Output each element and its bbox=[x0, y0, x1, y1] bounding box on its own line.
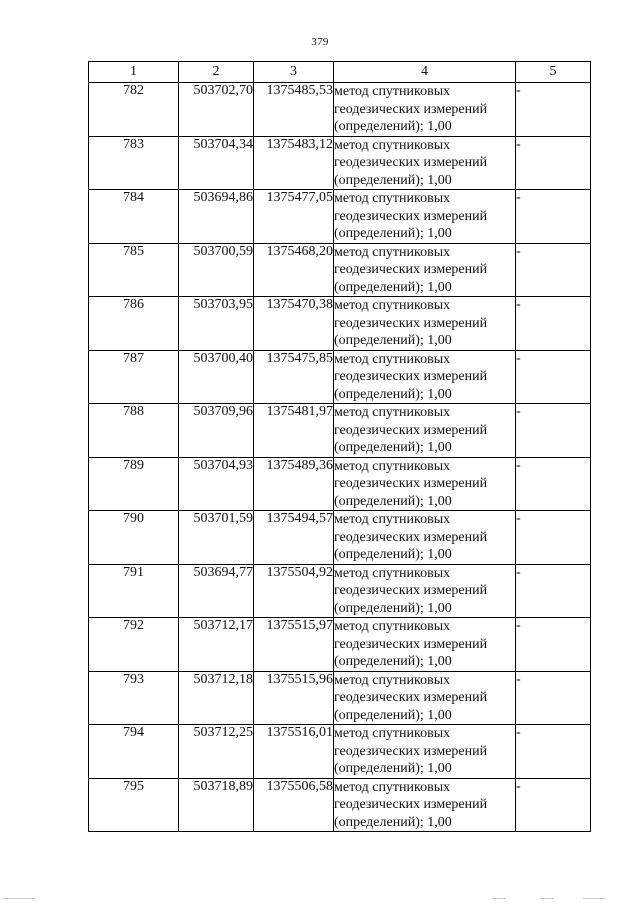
method-description-line: (определений); 1,00 bbox=[334, 761, 452, 776]
method-description-cell bbox=[334, 618, 516, 672]
x-coordinate-cell: 503702,70 bbox=[179, 83, 254, 137]
note-cell: - bbox=[516, 243, 591, 297]
method-description-line: метод спутниковых bbox=[334, 351, 451, 367]
note-cell: - bbox=[516, 350, 591, 404]
x-coordinate-cell: 503700,59 bbox=[179, 243, 254, 297]
y-coordinate-cell: 1375494,57 bbox=[254, 511, 334, 565]
x-coordinate-cell: 503712,25 bbox=[179, 725, 254, 779]
method-description-cell bbox=[334, 564, 516, 618]
y-coordinate-cell: 1375468,20 bbox=[254, 243, 334, 297]
x-coordinate-cell: 503712,17 bbox=[179, 618, 254, 672]
method-description-line: (определений); 1,00 bbox=[334, 600, 452, 616]
method-description-line: (определений); 1,00 bbox=[334, 707, 452, 723]
method-description-line: метод спутниковых bbox=[334, 84, 451, 99]
header-col-2: 2 bbox=[179, 62, 254, 83]
method-description-line: метод спутниковых bbox=[334, 458, 451, 474]
point-number-cell: 794 bbox=[89, 725, 179, 779]
header-col-1: 1 bbox=[89, 62, 179, 83]
method-description-cell bbox=[334, 457, 516, 511]
table-row bbox=[89, 297, 591, 351]
point-number-cell: 788 bbox=[89, 404, 179, 458]
x-coordinate-cell: 503704,34 bbox=[179, 136, 254, 190]
point-number-cell: 790 bbox=[89, 511, 179, 565]
method-description-line: метод спутниковых bbox=[334, 619, 451, 634]
method-description-line: метод спутниковых bbox=[334, 191, 451, 206]
header-col-5: 5 bbox=[516, 62, 591, 83]
table-row bbox=[89, 778, 591, 832]
method-description-line: геодезических измерений bbox=[334, 422, 488, 438]
x-coordinate-cell: 503700,40 bbox=[179, 350, 254, 404]
method-description-line: метод спутниковых bbox=[334, 779, 451, 795]
y-coordinate-cell: 1375506,58 bbox=[254, 778, 334, 832]
note-cell: - bbox=[516, 618, 591, 672]
method-description-line: (определений); 1,00 bbox=[334, 814, 452, 830]
x-coordinate-cell: 503718,89 bbox=[179, 778, 254, 832]
note-cell: - bbox=[516, 778, 591, 832]
method-description-cell bbox=[334, 297, 516, 351]
note-cell: - bbox=[516, 404, 591, 458]
note-cell: - bbox=[516, 564, 591, 618]
method-description-line: метод спутниковых bbox=[334, 137, 451, 153]
point-number-cell: 785 bbox=[89, 243, 179, 297]
method-description-line: метод спутниковых bbox=[334, 672, 451, 688]
method-description-line: метод спутниковых bbox=[334, 512, 451, 527]
x-coordinate-cell: 503701,59 bbox=[179, 511, 254, 565]
table-row bbox=[89, 457, 591, 511]
method-description-line: геодезических измерений bbox=[334, 529, 488, 545]
y-coordinate-cell: 1375504,92 bbox=[254, 564, 334, 618]
table-row bbox=[89, 618, 591, 672]
method-description-line: метод спутниковых bbox=[334, 405, 451, 420]
table-row bbox=[89, 243, 591, 297]
table-row bbox=[89, 671, 591, 725]
method-description-line: геодезических измерений bbox=[334, 101, 488, 117]
point-number-cell: 784 bbox=[89, 190, 179, 244]
y-coordinate-cell: 1375481,97 bbox=[254, 404, 334, 458]
method-description-line: метод спутниковых bbox=[334, 726, 451, 741]
note-cell: - bbox=[516, 297, 591, 351]
method-description-cell bbox=[334, 243, 516, 297]
method-description-line: геодезических измерений bbox=[334, 155, 488, 170]
x-coordinate-cell: 503694,86 bbox=[179, 190, 254, 244]
table-header-row bbox=[89, 62, 591, 83]
method-description-line: геодезических измерений bbox=[334, 369, 488, 384]
method-description-line: геодезических измерений bbox=[334, 690, 488, 705]
point-number-cell: 786 bbox=[89, 297, 179, 351]
note-cell: - bbox=[516, 190, 591, 244]
method-description-line: метод спутниковых bbox=[334, 565, 451, 581]
table-row bbox=[89, 404, 591, 458]
method-description-line: геодезических измерений bbox=[334, 208, 488, 224]
point-number-cell: 789 bbox=[89, 457, 179, 511]
note-cell: - bbox=[516, 671, 591, 725]
y-coordinate-cell: 1375515,97 bbox=[254, 618, 334, 672]
note-cell: - bbox=[516, 511, 591, 565]
point-number-cell: 782 bbox=[89, 83, 179, 137]
footer-scan-marks bbox=[0, 898, 640, 905]
method-description-line: (определений); 1,00 bbox=[334, 119, 452, 134]
header-col-4: 4 bbox=[334, 62, 516, 83]
point-number-cell: 795 bbox=[89, 778, 179, 832]
method-description-line: (определений); 1,00 bbox=[334, 547, 452, 562]
point-number-cell: 793 bbox=[89, 671, 179, 725]
y-coordinate-cell: 1375485,53 bbox=[254, 83, 334, 137]
method-description-cell bbox=[334, 725, 516, 779]
x-coordinate-cell: 503694,77 bbox=[179, 564, 254, 618]
method-description-line: геодезических измерений bbox=[334, 743, 488, 759]
method-description-line: (определений); 1,00 bbox=[334, 279, 452, 295]
point-number-cell: 791 bbox=[89, 564, 179, 618]
note-cell: - bbox=[516, 725, 591, 779]
y-coordinate-cell: 1375515,96 bbox=[254, 671, 334, 725]
method-description-line: (определений); 1,00 bbox=[334, 440, 452, 455]
table-row bbox=[89, 564, 591, 618]
method-description-cell bbox=[334, 83, 516, 137]
table-row bbox=[89, 511, 591, 565]
method-description-cell bbox=[334, 511, 516, 565]
coordinates-table bbox=[88, 61, 591, 832]
y-coordinate-cell: 1375489,36 bbox=[254, 457, 334, 511]
method-description-line: геодезических измерений bbox=[334, 797, 488, 812]
note-cell: - bbox=[516, 136, 591, 190]
method-description-line: геодезических измерений bbox=[334, 476, 488, 491]
table-row bbox=[89, 725, 591, 779]
y-coordinate-cell: 1375477,05 bbox=[254, 190, 334, 244]
page-number: 379 bbox=[311, 36, 329, 48]
note-cell: - bbox=[516, 83, 591, 137]
table-row bbox=[89, 83, 591, 137]
method-description-line: (определений); 1,00 bbox=[334, 172, 452, 188]
y-coordinate-cell: 1375516,01 bbox=[254, 725, 334, 779]
x-coordinate-cell: 503709,96 bbox=[179, 404, 254, 458]
note-cell: - bbox=[516, 457, 591, 511]
method-description-line: геодезических измерений bbox=[334, 315, 488, 331]
point-number-cell: 783 bbox=[89, 136, 179, 190]
method-description-line: метод спутниковых bbox=[334, 244, 451, 260]
x-coordinate-cell: 503712,18 bbox=[179, 671, 254, 725]
method-description-cell bbox=[334, 190, 516, 244]
method-description-line: геодезических измерений bbox=[334, 262, 488, 277]
y-coordinate-cell: 1375483,12 bbox=[254, 136, 334, 190]
method-description-cell bbox=[334, 671, 516, 725]
method-description-line: (определений); 1,00 bbox=[334, 386, 452, 402]
x-coordinate-cell: 503703,95 bbox=[179, 297, 254, 351]
method-description-cell bbox=[334, 136, 516, 190]
method-description-line: (определений); 1,00 bbox=[334, 226, 452, 241]
table-row bbox=[89, 190, 591, 244]
method-description-line: геодезических измерений bbox=[334, 583, 488, 598]
point-number-cell: 787 bbox=[89, 350, 179, 404]
y-coordinate-cell: 1375470,38 bbox=[254, 297, 334, 351]
point-number-cell: 792 bbox=[89, 618, 179, 672]
method-description-line: (определений); 1,00 bbox=[334, 333, 452, 348]
table-body bbox=[89, 83, 591, 832]
header-col-3: 3 bbox=[254, 62, 334, 83]
method-description-line: (определений); 1,00 bbox=[334, 654, 452, 669]
method-description-cell bbox=[334, 350, 516, 404]
table-row bbox=[89, 350, 591, 404]
method-description-line: (определений); 1,00 bbox=[334, 493, 452, 509]
method-description-cell bbox=[334, 778, 516, 832]
method-description-cell bbox=[334, 404, 516, 458]
method-description-line: геодезических измерений bbox=[334, 636, 488, 652]
method-description-line: метод спутниковых bbox=[334, 298, 451, 313]
y-coordinate-cell: 1375475,85 bbox=[254, 350, 334, 404]
x-coordinate-cell: 503704,93 bbox=[179, 457, 254, 511]
table-row bbox=[89, 136, 591, 190]
